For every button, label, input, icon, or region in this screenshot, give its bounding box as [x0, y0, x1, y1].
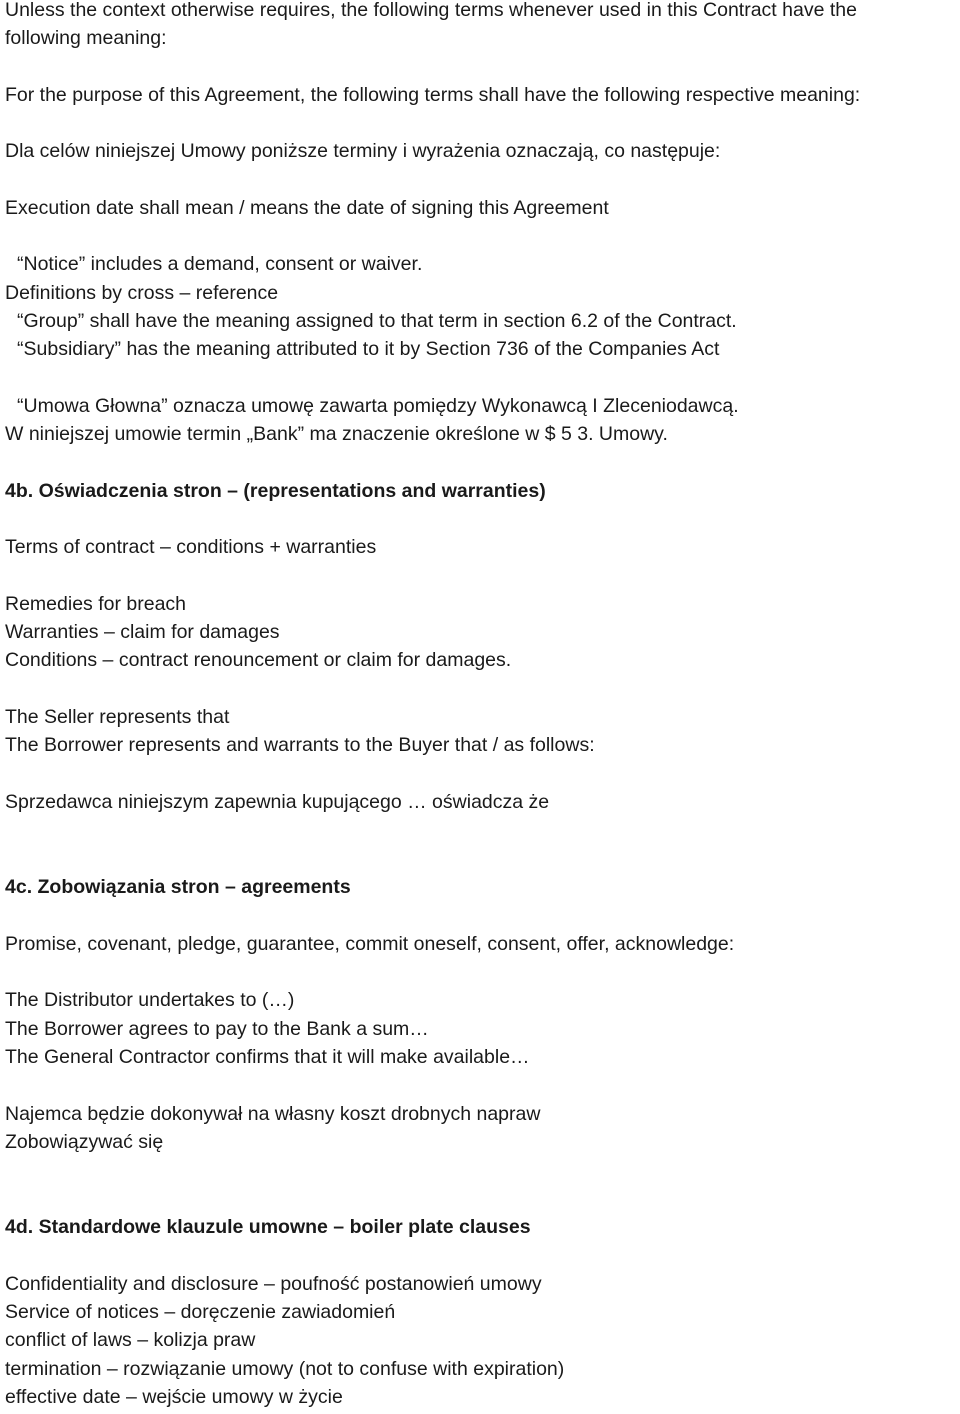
section-heading-4c: 4c. Zobowiązania stron – agreements [5, 876, 351, 898]
text-line: Zobowiązywać się [5, 1131, 164, 1153]
text-line: Promise, covenant, pledge, guarantee, commit oneself, consent, offer, acknowledge: [5, 933, 735, 955]
text-line: The Distributor undertakes to (…) [5, 989, 295, 1011]
text-line: Conditions – contract renouncement or claim for damages. [5, 649, 512, 671]
text-line: conflict of laws – kolizja praw [5, 1329, 256, 1351]
definition-notice: “Notice” includes a demand, consent or waiver. [17, 253, 423, 275]
section-heading-4b: 4b. Oświadczenia stron – (representations and warranties) [5, 480, 546, 502]
text-line: The Borrower agrees to pay to the Bank a sum… [5, 1018, 429, 1040]
text-line: W niniejszej umowie termin „Bank” ma znaczenie określone w $ 5 3. Umowy. [5, 423, 668, 445]
text-line: Definitions by cross – reference [5, 282, 279, 304]
text-line: following meaning: [5, 27, 167, 49]
text-line: Execution date shall mean / means the date of signing this Agreement [5, 197, 609, 219]
text-line: Sprzedawca niniejszym zapewnia kupującego … oświadcza że [5, 791, 550, 813]
section-heading-4d: 4d. Standardowe klauzule umowne – boiler plate clauses [5, 1216, 531, 1238]
text-line: Unless the context otherwise requires, the following terms whenever used in this Contract have the [5, 0, 857, 21]
text-line: Remedies for breach [5, 593, 187, 615]
text-line: For the purpose of this Agreement, the following terms shall have the following respective meaning: [5, 84, 861, 106]
text-line: The Borrower represents and warrants to the Buyer that / as follows: [5, 734, 595, 756]
definition-group: “Group” shall have the meaning assigned to that term in section 6.2 of the Contract. [17, 310, 737, 332]
text-line: Confidentiality and disclosure – poufność postanowień umowy [5, 1273, 542, 1295]
text-line: termination – rozwiązanie umowy (not to confuse with expiration) [5, 1358, 565, 1380]
text-line: effective date – wejście umowy w życie [5, 1386, 343, 1408]
text-line: The General Contractor confirms that it will make available… [5, 1046, 530, 1068]
text-line: Terms of contract – conditions + warranties [5, 536, 377, 558]
definition-subsidiary: “Subsidiary” has the meaning attributed to it by Section 736 of the Companies Act [17, 338, 720, 360]
definition-umowa-glowna: “Umowa Głowna” oznacza umowę zawarta pomiędzy Wykonawcą I Zleceniodawcą. [17, 395, 739, 417]
text-line: The Seller represents that [5, 706, 230, 728]
text-line: Dla celów niniejszej Umowy poniższe terminy i wyrażenia oznaczają, co następuje: [5, 140, 721, 162]
text-line: Warranties – claim for damages [5, 621, 280, 643]
text-line: Najemca będzie dokonywał na własny koszt drobnych napraw [5, 1103, 541, 1125]
text-line: Service of notices – doręczenie zawiadomień [5, 1301, 396, 1323]
